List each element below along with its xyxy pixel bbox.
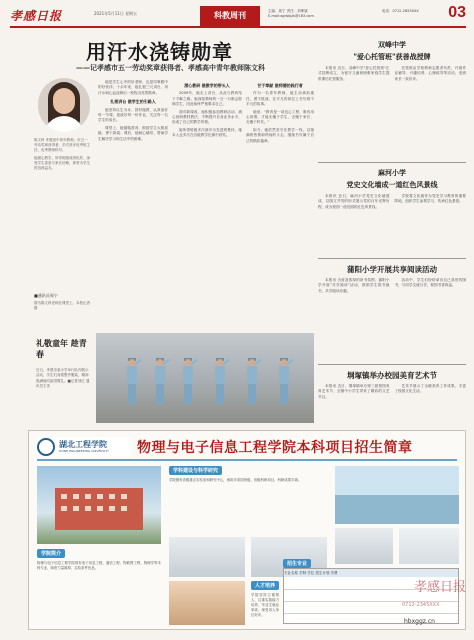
article-paragraph: 2009年，她走上讲台，从此与教育结下不解之缘。她深知教师的一言一行都会影响学生，因此始终严格要求自己。	[172, 91, 242, 107]
article-paragraph: 她是学生心中的好老师，也是同事眼中的好伙伴。十余年来，她扎根三尺讲台，用汗水和心血浇铸出一枚枚闪亮的勋章。	[98, 80, 168, 95]
lead-headline: 用汗水浇铸勋章	[86, 40, 233, 64]
brand-logo: 孝感日报	[10, 9, 63, 23]
bio-caption-detail: 图为陈文科老师在课堂上。本报记者 摄	[34, 301, 90, 310]
story1-body	[318, 66, 466, 158]
campus-building-photo	[37, 466, 161, 544]
research-text: 学院拥有省级重点实验室和研究中心，承担多项国家级、省级科研项目，科研成果丰硕。	[169, 478, 302, 482]
portrait-photo	[38, 78, 90, 132]
ad-divider	[37, 459, 457, 461]
article-column-2	[172, 80, 242, 326]
article-subhead: 甘于奉献 做师德的践行者	[257, 83, 303, 88]
saluting-students-photo	[96, 333, 314, 423]
university-name: 湖北工程学院	[59, 439, 107, 449]
story-paragraph: 本报讯 近日，双峰中学"爱心托管班"正式挂牌成立，为留守儿童和困难家庭学生提供课后托管服务。	[318, 66, 390, 81]
tag-research: 学科建设与科学研究	[169, 466, 222, 475]
bio-paragraph: 她潜心教学，所带班级成绩优异，深受学生喜爱与家长信赖，被誉为学生的良师益友。	[34, 155, 90, 171]
story4-headline: 垌塚镇举办校园美育艺术节	[347, 371, 437, 380]
story-paragraph: 本报讯 近日，麻河小学党史文化墙建成，以图文并茂的形式展示党的百年光辉历程，成为校园一道亮丽的红色风景线。	[318, 194, 390, 209]
story3-headline: 蒲阳小学开展共享阅读活动	[347, 265, 437, 274]
watermark-tel: 0712-2345XXX	[402, 602, 440, 608]
watermark-url: hbxggz.cn	[404, 618, 435, 625]
event-photo	[169, 581, 245, 625]
story-paragraph: 活动中，学生们纷纷拿出自己喜爱的图书，与同学交流分享，校园书香四溢。	[394, 278, 466, 288]
article-paragraph: 她坚持以生为本，因材施教，认真备好每一节课，批改好每一份作业，关注每一名学生的成长。	[98, 107, 168, 123]
article-subhead: 潜心教研 做教学的带头人	[184, 83, 230, 88]
bio-text	[34, 138, 90, 290]
talent-text: 学院坚持立德树人，注重实践能力培养，毕业生就业率高，深受用人单位好评。	[251, 593, 279, 618]
phone-line: 电话：0712-2853XXX	[382, 9, 419, 13]
university-emblem-icon	[37, 438, 55, 456]
watermark-stamp	[400, 572, 472, 630]
editor-info	[268, 9, 388, 19]
issue-date: 2021年5月11日 星期五	[94, 11, 138, 16]
article-paragraph: 面对新课改，她积极参加教研活动，潜心钻研教材教法，不断提升自身业务水平，形成了自己的教学风格。	[172, 109, 242, 125]
lead-subhead: ——记孝感市五一劳动奖章获得者、孝感高中青年教师陈文科	[76, 64, 265, 72]
article-paragraph: 她所带班级多次被评为先进班集体，她本人也多次在各级教学比赛中获奖。	[172, 127, 242, 138]
story2-kicker: 麻河小学	[378, 168, 406, 177]
ad-title: 物理与电子信息工程学院本科项目招生简章	[137, 440, 413, 456]
divider	[318, 258, 466, 259]
contact-line: E-mail:xgrbkjzk@163.com	[268, 14, 314, 18]
section-label: 科教周刊	[200, 6, 260, 26]
photo-story-title: 礼敬童年 趁青春	[36, 338, 87, 359]
photo-story-caption: 近日，孝感市某小学举行队列展示活动，学生们身着整齐服装，精神饱满地向祖国敬礼。■记者刘红 通讯员王美	[36, 368, 90, 389]
certificate-photo	[335, 528, 393, 564]
story2-body	[318, 194, 466, 254]
university-name-en: HUBEI ENGINEERING UNIVERSITY	[59, 449, 109, 453]
story-paragraph: 学校将文化墙作为党史学习教育的重要阵地，组织学生参观学习，传承红色基因。	[394, 194, 466, 204]
story-paragraph: 本报讯 近日，垌塚镇举办第三届校园美育艺术节，全镇中小学生带来了精彩的文艺节目。	[318, 384, 390, 399]
watermark-text: 孝感日报	[414, 580, 467, 595]
story1-kicker: 双峰中学	[378, 40, 406, 49]
article-column-1	[98, 80, 168, 326]
contact-info	[382, 9, 434, 14]
story-paragraph: 本报讯 为营造浓厚的读书氛围，蒲阳小学开展"共享阅读"活动，鼓励学生捐书换书，共享阅读乐趣。	[318, 278, 390, 293]
lab-photo-1	[169, 537, 245, 577]
story3-body	[318, 278, 466, 360]
story-paragraph: 艺术节展示了全镇美育工作成果，丰富了校园文化生活。	[394, 384, 466, 394]
divider	[318, 364, 466, 365]
divider	[318, 162, 466, 163]
editor-line: 主编：周宁 责任：刘坤斌	[268, 9, 308, 13]
tag-talent: 人才培养	[251, 581, 279, 590]
intro-text: 物理与电子信息工程学院现有电子信息工程、通信工程、物联网工程、物理学等本科专业，师资力量雄厚，实验条件优良。	[37, 561, 161, 571]
story2-headline: 党史文化墙成一道红色风景线	[346, 180, 438, 189]
article-paragraph: 她说："教育是一项良心工程，唯有用心用情，才能无愧于学生、无愧于家长、无愧于时代。"	[246, 109, 314, 125]
masthead	[10, 6, 466, 28]
tag-intro: 学院简介	[37, 549, 65, 558]
table-header: 专业名称 学制 学位 招生计划 学费	[284, 569, 458, 577]
campus-lake-photo	[335, 466, 459, 524]
article-paragraph: 如今，她依然坚守在教学一线，以饱满的热情和昂扬的斗志，继续书写属于自己的精彩篇章。	[246, 127, 314, 143]
page-number: 03	[448, 4, 466, 21]
article-subhead: 扎根讲台 做学生的引路人	[110, 99, 156, 105]
story4-body	[318, 384, 466, 424]
story1-headline: "爱心托管班"获善战授牌	[353, 52, 431, 61]
bio-caption: ■通讯员周宁	[34, 293, 58, 298]
tag-feature: 招生专业	[283, 559, 311, 568]
story-paragraph: 托管班由学校教师志愿者负责，开展作业辅导、兴趣培养、心理疏导等活动，受到家长一致好评。	[394, 66, 466, 81]
article-paragraph: 作为一名青年教师，她主动承担重任，勇于挑战，在平凡的岗位上书写着不平凡的故事。	[246, 91, 314, 107]
article-paragraph: 课堂上，她循循善诱，鼓励学生大胆质疑、勇于探索；课后，她耐心辅导，帮助学生解决学习和生活中的困难。	[98, 125, 168, 141]
honor-photo	[399, 528, 459, 564]
university-logo	[37, 437, 131, 457]
article-column-3	[246, 80, 314, 326]
bio-paragraph: 陈文科 孝感高中青年教师，市五一劳动奖章获得者，多次获评优秀班主任、优秀教师称号。	[34, 138, 90, 153]
